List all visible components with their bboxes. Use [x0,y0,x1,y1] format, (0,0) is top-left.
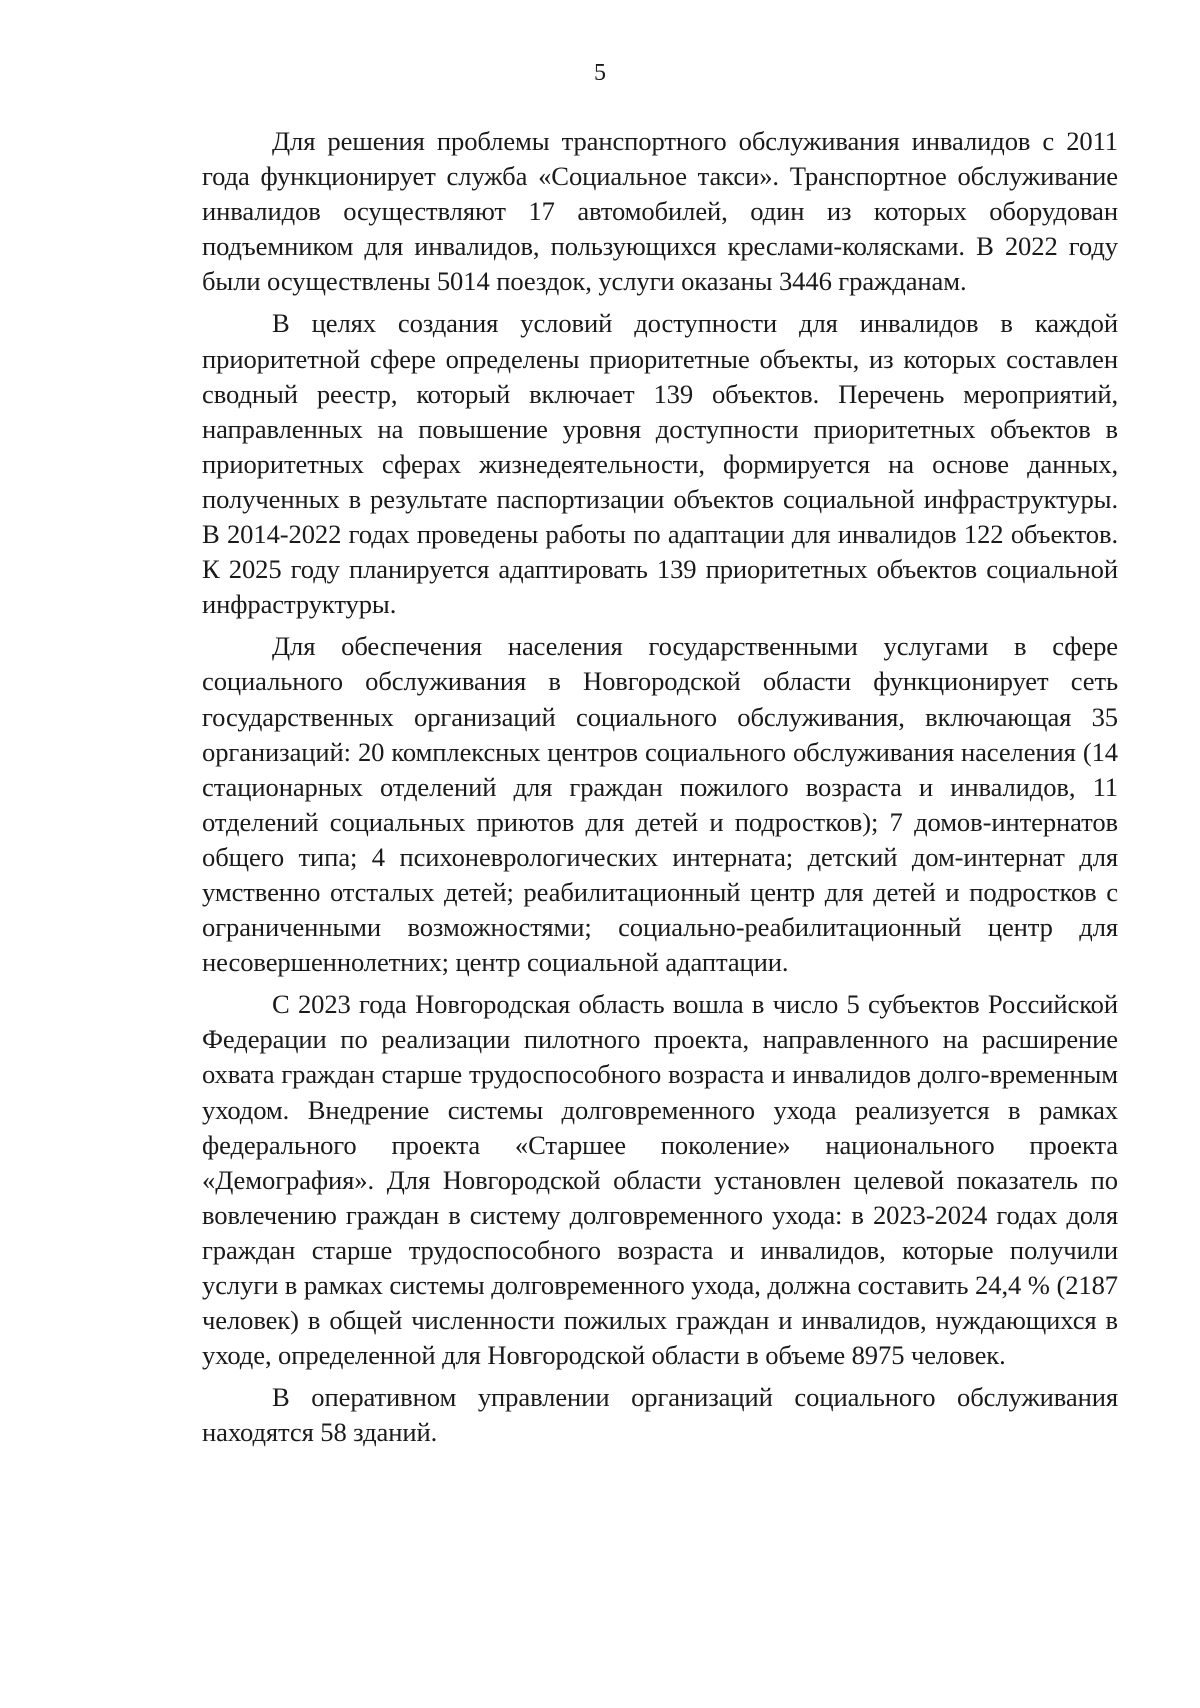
paragraph-social-service-network: Для обеспечения населения государственными услугами в сфере социального обслуживания в Новгородской области функционирует сеть государственных организаций социального обслуживания, включающая 35 организаций: 20 комплексных центров социального обслуживания населения (14 стационарных отделений для граждан пожилого возраста и инвалидов, 11 отделений социальных приютов для детей и подростков); 7 домов-интернатов общего типа; 4 психоневрологических интерната; детский дом-интернат для умственно отсталых детей; реабилитационный центр для детей и подростков с ограниченными возможностями; социально-реабилитационный центр для несовершеннолетних; центр социальной адаптации. [202,631,1118,978]
document-body [202,124,1118,1457]
paragraph-social-taxi: Для решения проблемы транспортного обслуживания инвалидов с 2011 года функционирует служба «Социальное такси». Транспортное обслуживание инвалидов осуществляют 17 автомобилей, один из которых оборудован подъемником для инвалидов, пользующихся креслами-колясками. В 2022 году были осуществлены 5014 поездок, услуги оказаны 3446 гражданам. [202,126,1118,297]
page-number: 5 [594,60,606,86]
paragraph-accessibility-objects: В целях создания условий доступности для инвалидов в каждой приоритетной сфере определены приоритетные объекты, из которых составлен сводный реестр, который включает 139 объектов. Перечень мероприятий, направленных на повышение уровня доступности приоритетных объектов в приоритетных сферах жизнедеятельности, формируется на основе данных, полученных в результате паспортизации объектов социальной инфраструктуры. В 2014-2022 годах проведены работы по адаптации для инвалидов 122 объектов. К 2025 году планируется адаптировать 139 приоритетных объектов социальной инфраструктуры. [202,308,1118,620]
paragraph-long-term-care: С 2023 года Новгородская область вошла в число 5 субъектов Российской Федерации по реализации пилотного проекта, направленного на расширение охвата граждан старше трудоспособного возраста и инвалидов долго-временным уходом. Внедрение системы долговременного ухода реализуется в рамках федерального проекта «Старшее поколение» национального проекта «Демография». Для Новгородской области установлен целевой показатель по вовлечению граждан в систему долговременного ухода: в 2023-2024 годах доля граждан старше трудоспособного возраста и инвалидов, которые получили услуги в рамках системы долговременного ухода, должна составить 24,4 % (2187 человек) в общей численности пожилых граждан и инвалидов, нуждающихся в уходе, определенной для Новгородской области в объеме 8975 человек. [202,989,1118,1371]
paragraph-buildings: В оперативном управлении организаций социального обслуживания находятся 58 зданий. [202,1382,1118,1448]
